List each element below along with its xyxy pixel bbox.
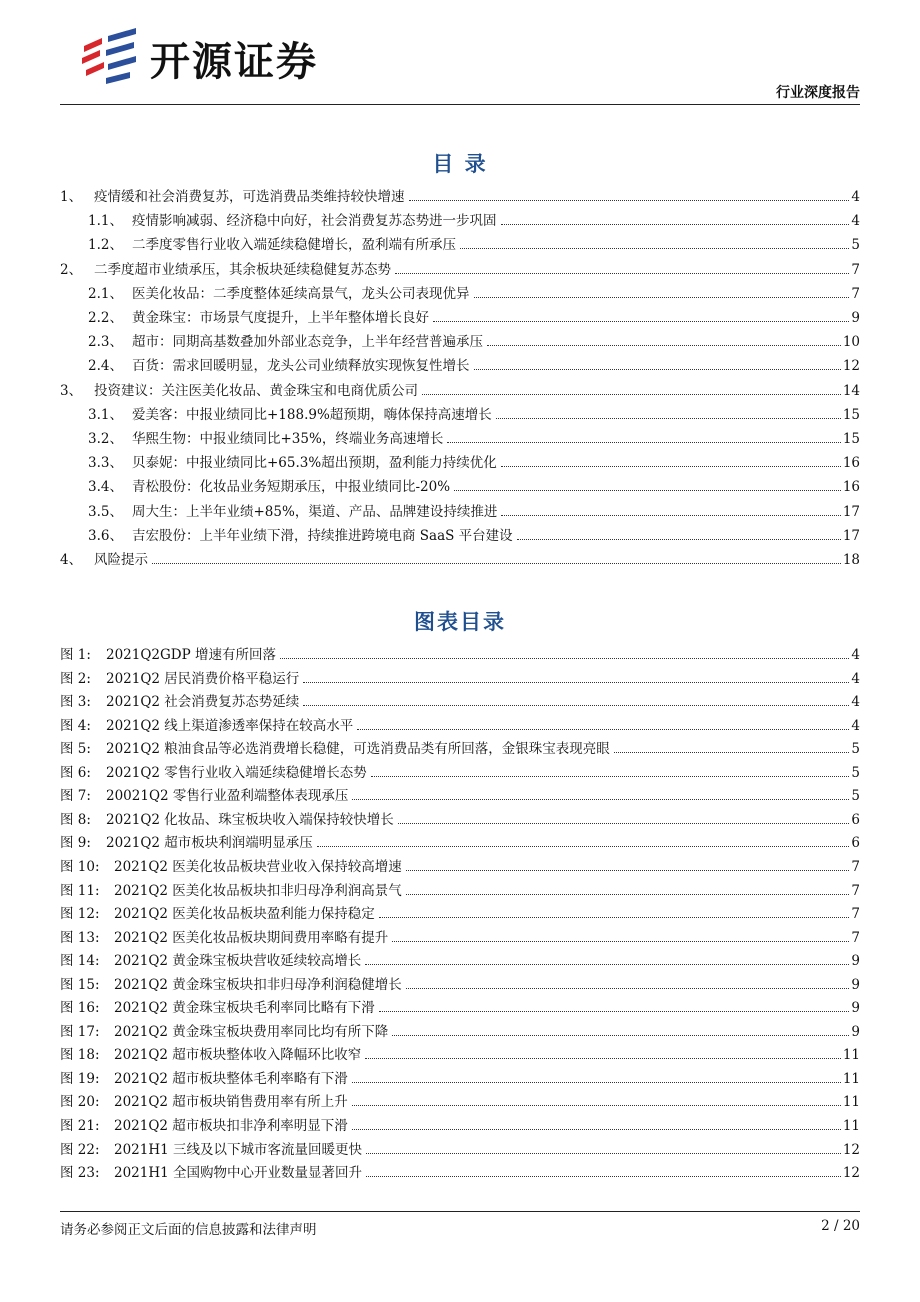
toc-number: 2.4、 <box>88 358 123 375</box>
toc-leader-dots <box>496 418 841 419</box>
figure-leader-dots <box>357 729 849 730</box>
toc-leader-dots <box>501 224 850 225</box>
figure-number: 图 8: <box>60 811 91 828</box>
figure-number: 图 14: <box>60 953 100 970</box>
toc-entry[interactable] <box>88 284 860 304</box>
toc-title: 疫情缓和社会消费复苏，可选消费品类维持较快增速 <box>94 189 405 205</box>
figure-page-number: 4 <box>851 647 860 663</box>
toc-page-number: 17 <box>842 503 860 520</box>
figure-title: 2021Q2 居民消费价格平稳运行 <box>106 670 300 687</box>
toc-number: 1.2、 <box>88 237 123 254</box>
toc-title: 二季度零售行业收入端延续稳健增长，盈利端有所承压 <box>132 237 456 254</box>
figure-page-number: 11 <box>842 1047 860 1064</box>
toc-number: 2、 <box>60 261 83 278</box>
figure-title: 2021Q2 超市板块整体毛利率略有下滑 <box>114 1070 348 1087</box>
figure-entry[interactable] <box>60 810 860 830</box>
figure-title: 2021Q2 黄金珠宝板块费用率同比均有所下降 <box>114 1023 389 1040</box>
figure-page-number: 9 <box>851 1000 860 1017</box>
figure-page-number: 11 <box>842 1094 860 1111</box>
toc-entry[interactable] <box>88 477 860 497</box>
toc-leader-dots <box>454 490 841 491</box>
page-number: 2 / 20 <box>821 1218 860 1234</box>
toc-page-number: 4 <box>851 189 860 205</box>
toc-page-number: 12 <box>842 358 860 375</box>
toc-leader-dots <box>422 394 841 395</box>
figure-number: 图 1: <box>60 647 91 663</box>
figure-entry[interactable] <box>60 786 860 806</box>
figure-leader-dots <box>352 799 849 800</box>
toc-title: 目 录 <box>432 152 488 176</box>
footer-disclaimer: 请务必参阅正文后面的信息披露和法律声明 <box>60 1222 317 1238</box>
figure-title: 2021Q2 粮油食品等必选消费增长稳健，可选消费品类有所回落，金银珠宝表现亮眼 <box>106 741 610 758</box>
header-divider <box>60 104 860 105</box>
figure-entry[interactable] <box>60 692 860 712</box>
figure-title: 2021Q2 零售行业收入端延续稳健增长态势 <box>106 764 367 781</box>
toc-number: 3.6、 <box>88 527 123 544</box>
brand-logo <box>78 22 398 92</box>
toc-title: 风险提示 <box>94 552 148 568</box>
toc-page-number: 16 <box>842 479 860 496</box>
figure-entry[interactable] <box>60 998 860 1018</box>
figure-page-number: 4 <box>851 694 860 711</box>
toc-number: 2.1、 <box>88 285 123 302</box>
toc-number: 4、 <box>60 552 83 568</box>
figure-title: 20021Q2 零售行业盈利端整体表现承压 <box>106 788 349 805</box>
figure-entry[interactable] <box>60 928 860 948</box>
figure-leader-dots <box>398 823 850 824</box>
figure-number: 图 20: <box>60 1094 100 1111</box>
toc-number: 3.2、 <box>88 431 123 447</box>
figure-leader-dots <box>406 894 850 895</box>
toc-title: 超市：同期高基数叠加外部业态竞争，上半年经营普遍承压 <box>132 334 483 351</box>
toc-leader-dots <box>447 442 840 443</box>
figure-title: 2021Q2 黄金珠宝板块扣非归母净利润稳健增长 <box>114 976 402 993</box>
figure-number: 图 16: <box>60 1000 100 1017</box>
toc-leader-dots <box>487 345 841 346</box>
figure-page-number: 7 <box>851 906 860 923</box>
toc-number: 2.3、 <box>88 334 123 351</box>
toc-title: 百货：需求回暖明显，龙头公司业绩释放实现恢复性增长 <box>132 358 470 375</box>
footer-divider <box>60 1211 860 1212</box>
toc-title: 投资建议：关注医美化妆品、黄金珠宝和电商优质公司 <box>94 382 418 399</box>
figure-page-number: 9 <box>851 953 860 970</box>
figure-leader-dots <box>366 1176 841 1177</box>
brand-name: 开源证券 <box>150 39 318 85</box>
figure-number: 图 4: <box>60 717 91 734</box>
toc-number: 1、 <box>60 189 83 205</box>
figure-number: 图 3: <box>60 694 91 711</box>
figure-title: 2021Q2 化妆品、珠宝板块收入端保持较快增长 <box>106 811 394 828</box>
figure-number: 图 19: <box>60 1070 100 1087</box>
toc-leader-dots <box>517 539 841 540</box>
toc-entry[interactable] <box>88 526 860 546</box>
report-type-label: 行业深度报告 <box>776 85 860 101</box>
toc-entry[interactable] <box>88 332 860 352</box>
figure-leader-dots <box>366 1153 841 1154</box>
toc-page-number: 7 <box>851 285 860 302</box>
toc-title: 爱美客：中报业绩同比+188.9%超预期，嗨体保持高速增长 <box>132 406 492 423</box>
figure-entry[interactable] <box>60 645 860 665</box>
figure-title: 2021H1 全国购物中心开业数量显著回升 <box>114 1165 363 1182</box>
figure-entry[interactable] <box>60 951 860 971</box>
figure-entry[interactable] <box>60 904 860 924</box>
figure-title: 2021Q2 社会消费复苏态势延续 <box>106 694 300 711</box>
figure-number: 图 15: <box>60 976 100 993</box>
figure-number: 图 13: <box>60 929 100 946</box>
figure-entry[interactable] <box>60 1092 860 1112</box>
toc-page-number: 9 <box>851 310 860 326</box>
toc-leader-dots <box>474 369 841 370</box>
figure-entry[interactable] <box>60 1116 860 1136</box>
figure-page-number: 6 <box>851 811 860 828</box>
figure-entry[interactable] <box>60 1140 860 1160</box>
figure-title: 2021Q2 超市板块整体收入降幅环比收窄 <box>114 1047 362 1064</box>
figure-title: 2021Q2 超市板块销售费用率有所上升 <box>114 1094 348 1111</box>
toc-page-number: 10 <box>842 334 860 351</box>
figure-page-number: 5 <box>851 764 860 781</box>
figure-title: 2021Q2 黄金珠宝板块营收延续较高增长 <box>114 953 362 970</box>
figure-number: 图 6: <box>60 764 91 781</box>
toc-page-number: 5 <box>851 237 860 254</box>
toc-entry[interactable] <box>88 502 860 522</box>
figure-title: 2021Q2 超市板块扣非净利率明显下滑 <box>114 1118 348 1134</box>
toc-leader-dots <box>501 515 840 516</box>
toc-leader-dots <box>433 321 849 322</box>
figure-title: 2021Q2 医美化妆品板块期间费用率略有提升 <box>114 929 389 946</box>
figure-page-number: 11 <box>842 1070 860 1087</box>
toc-entry[interactable] <box>60 550 860 570</box>
figure-page-number: 5 <box>851 788 860 805</box>
toc-number: 1.1、 <box>88 213 123 230</box>
figure-page-number: 9 <box>851 976 860 993</box>
toc-entry[interactable] <box>88 211 860 231</box>
toc-page-number: 7 <box>851 261 860 278</box>
toc-entry[interactable] <box>60 260 860 280</box>
figure-leader-dots <box>406 870 850 871</box>
toc-number: 3.1、 <box>88 406 123 423</box>
figure-number: 图 5: <box>60 741 91 758</box>
figure-number: 图 7: <box>60 788 91 805</box>
figure-page-number: 12 <box>842 1141 860 1158</box>
toc-entry[interactable] <box>88 235 860 255</box>
figure-page-number: 7 <box>851 858 860 875</box>
figure-entry[interactable] <box>60 1163 860 1183</box>
toc-entry[interactable] <box>60 381 860 401</box>
figure-number: 图 22: <box>60 1141 100 1158</box>
figure-page-number: 4 <box>851 717 860 734</box>
figure-page-number: 5 <box>851 741 860 758</box>
toc-page-number: 4 <box>851 213 860 230</box>
figure-leader-dots <box>379 1011 850 1012</box>
figure-entry[interactable] <box>60 975 860 995</box>
toc-title: 疫情影响减弱、经济稳中向好，社会消费复苏态势进一步巩固 <box>132 213 497 230</box>
toc-entry[interactable] <box>88 308 860 328</box>
toc-entry[interactable] <box>60 187 860 207</box>
figure-leader-dots <box>352 1082 841 1083</box>
toc-title: 医美化妆品：二季度整体延续高景气，龙头公司表现优异 <box>132 285 470 302</box>
figure-leader-dots <box>303 682 849 683</box>
figure-title: 2021Q2 医美化妆品板块扣非归母净利润高景气 <box>114 882 402 899</box>
figures-title: 图表目录 <box>414 610 506 634</box>
toc-number: 3.3、 <box>88 455 123 472</box>
figure-title: 2021Q2 医美化妆品板块营业收入保持较高增速 <box>114 858 402 875</box>
figure-page-number: 9 <box>851 1023 860 1040</box>
figure-entry[interactable] <box>60 1022 860 1042</box>
figure-leader-dots <box>280 658 849 659</box>
toc-page-number: 18 <box>842 552 860 568</box>
figure-entry[interactable] <box>60 1069 860 1089</box>
figure-leader-dots <box>371 776 850 777</box>
figure-leader-dots <box>379 917 850 918</box>
toc-entry[interactable] <box>88 405 860 425</box>
figure-leader-dots <box>392 1035 849 1036</box>
figure-entry[interactable] <box>60 857 860 877</box>
figure-leader-dots <box>614 752 850 753</box>
figure-number: 图 10: <box>60 858 100 875</box>
figure-entry[interactable] <box>60 833 860 853</box>
figure-entry[interactable] <box>60 716 860 736</box>
toc-leader-dots <box>501 466 841 467</box>
toc-title: 吉宏股份：上半年业绩下滑，持续推进跨境电商 SaaS 平台建设 <box>132 527 513 544</box>
figure-entry[interactable] <box>60 763 860 783</box>
toc-leader-dots <box>395 273 849 274</box>
figure-leader-dots <box>352 1129 841 1130</box>
toc-title: 华熙生物：中报业绩同比+35%，终端业务高速增长 <box>132 431 444 447</box>
figure-page-number: 7 <box>851 882 860 899</box>
toc-page-number: 16 <box>842 455 860 472</box>
page-header <box>60 0 860 106</box>
toc-entry[interactable] <box>88 356 860 376</box>
figure-page-number: 4 <box>851 670 860 687</box>
figure-title: 2021Q2 黄金珠宝板块毛利率同比略有下滑 <box>114 1000 375 1017</box>
toc-number: 3.5、 <box>88 503 123 520</box>
figure-number: 图 23: <box>60 1165 100 1182</box>
toc-number: 2.2、 <box>88 310 123 326</box>
figure-leader-dots <box>317 846 850 847</box>
figure-leader-dots <box>303 705 849 706</box>
toc-leader-dots <box>152 563 841 564</box>
figure-page-number: 11 <box>842 1118 860 1134</box>
toc-title: 周大生：上半年业绩+85%，渠道、产品、品牌建设持续推进 <box>132 503 498 520</box>
figure-leader-dots <box>365 964 849 965</box>
figure-entry[interactable] <box>60 669 860 689</box>
toc-leader-dots <box>409 200 850 201</box>
figure-leader-dots <box>365 1058 841 1059</box>
toc-page-number: 17 <box>842 527 860 544</box>
toc-title: 二季度超市业绩承压，其余板块延续稳健复苏态势 <box>94 261 391 278</box>
figure-title: 2021Q2 超市板块利润端明显承压 <box>106 835 313 852</box>
toc-entry[interactable] <box>88 453 860 473</box>
figure-number: 图 21: <box>60 1118 100 1134</box>
figure-number: 图 11: <box>60 882 100 899</box>
toc-leader-dots <box>474 297 850 298</box>
figure-title: 2021Q2 线上渠道渗透率保持在较高水平 <box>106 717 354 734</box>
toc-title: 青松股份：化妆品业务短期承压，中报业绩同比-20% <box>132 479 451 496</box>
toc-leader-dots <box>460 248 849 249</box>
figure-entry[interactable] <box>60 739 860 759</box>
toc-number: 3.4、 <box>88 479 123 496</box>
figure-page-number: 7 <box>851 929 860 946</box>
figure-title: 2021H1 三线及以下城市客流量回暖更快 <box>114 1141 363 1158</box>
figure-number: 图 18: <box>60 1047 100 1064</box>
figure-page-number: 6 <box>851 835 860 852</box>
figure-number: 图 17: <box>60 1023 100 1040</box>
figure-entry[interactable] <box>60 1045 860 1065</box>
figure-leader-dots <box>392 941 849 942</box>
toc-page-number: 14 <box>842 382 860 399</box>
figure-entry[interactable] <box>60 881 860 901</box>
figure-number: 图 9: <box>60 835 91 852</box>
figure-title: 2021Q2GDP 增速有所回落 <box>106 647 276 663</box>
toc-number: 3、 <box>60 382 83 399</box>
figure-page-number: 12 <box>842 1165 860 1182</box>
figure-number: 图 2: <box>60 670 91 687</box>
figure-number: 图 12: <box>60 906 100 923</box>
toc-entry[interactable] <box>88 429 860 449</box>
toc-page-number: 15 <box>842 406 860 423</box>
brand-logo-icon <box>78 28 140 84</box>
figure-leader-dots <box>406 988 850 989</box>
toc-title: 黄金珠宝：市场景气度提升，上半年整体增长良好 <box>132 310 429 326</box>
toc-title: 贝泰妮：中报业绩同比+65.3%超出预期，盈利能力持续优化 <box>132 455 497 472</box>
figure-title: 2021Q2 医美化妆品板块盈利能力保持稳定 <box>114 906 375 923</box>
toc-page-number: 15 <box>842 431 860 447</box>
figure-leader-dots <box>352 1105 841 1106</box>
